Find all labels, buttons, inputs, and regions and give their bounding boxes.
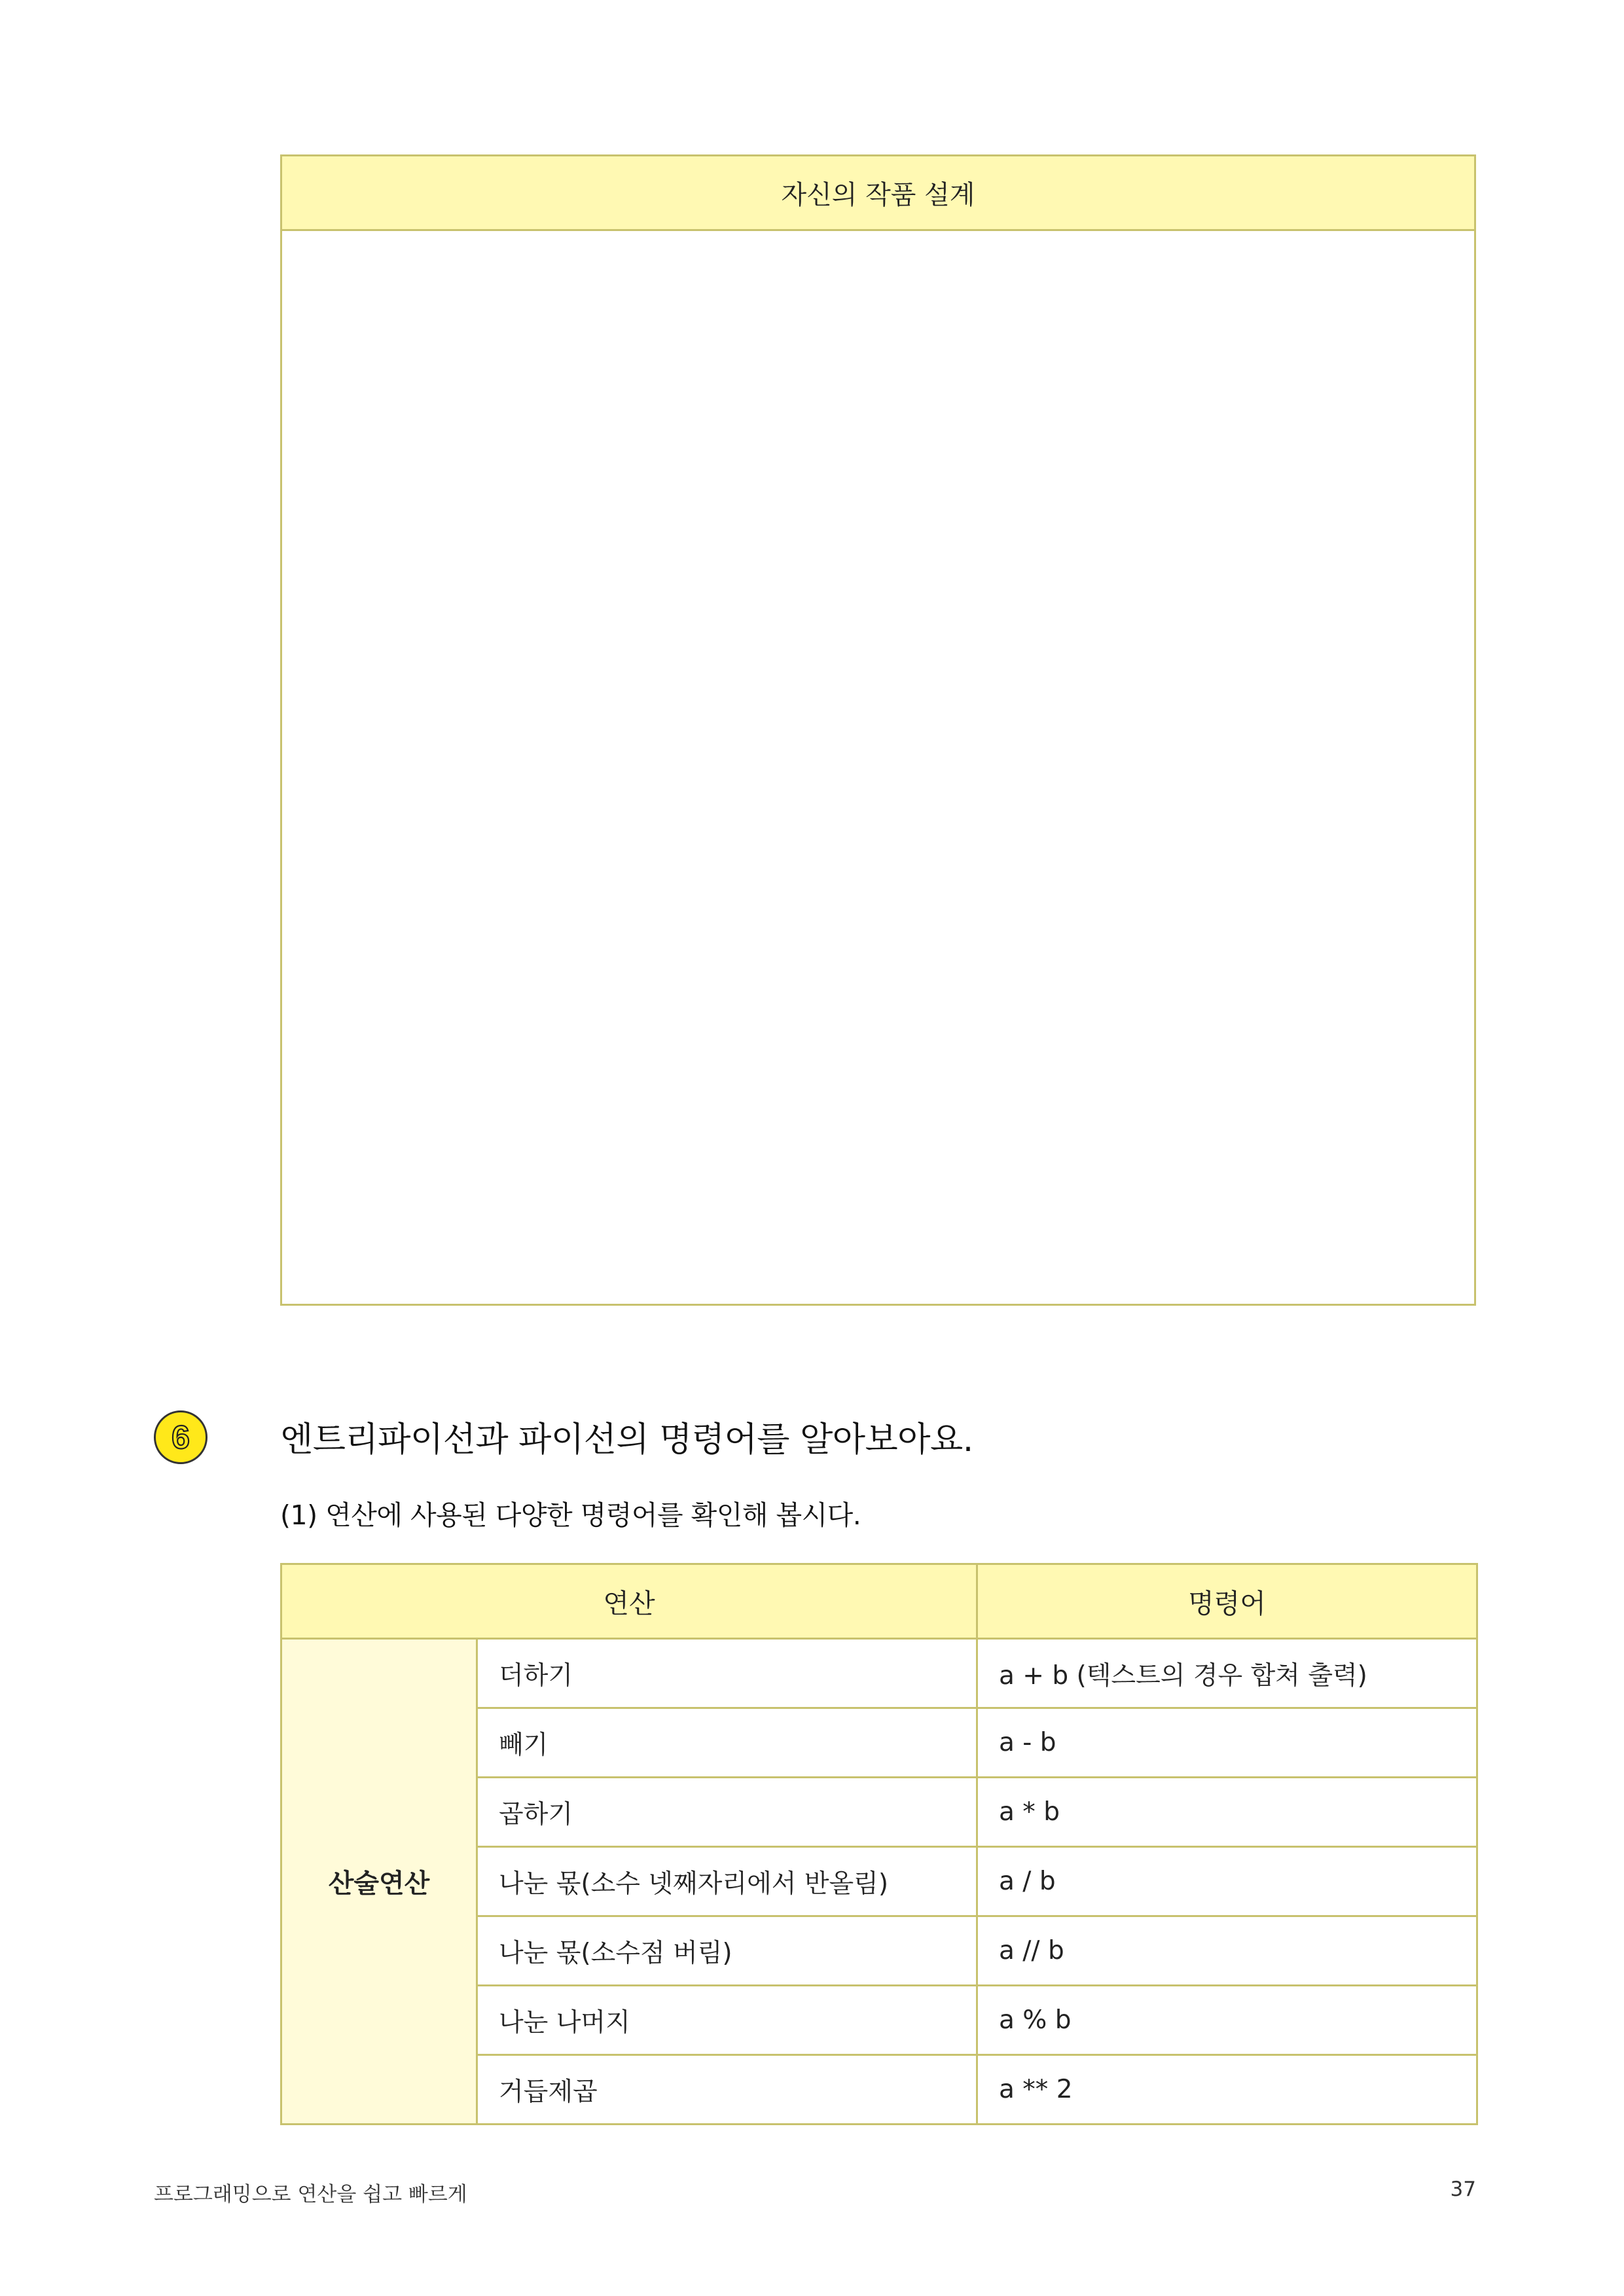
header-operation: 연산 [281,1564,977,1639]
operation-cell: 곱하기 [477,1778,977,1847]
footer-title: 프로그래밍으로 연산을 쉽고 빠르게 [154,2183,467,2206]
section-title: 엔트리파이선과 파이선의 명령어를 알아보아요. [280,1420,973,1460]
operation-cell: 나눈 몫(소수 넷째자리에서 반올림) [477,1847,977,1916]
table-row [281,1639,1477,1708]
operation-cell: 거듭제곱 [477,2055,977,2125]
page-number: 37 [1450,2178,1476,2201]
command-table [280,1563,1478,2125]
operation-cell: 나눈 나머지 [477,1986,977,2055]
section-subtitle: (1) 연산에 사용된 다양한 명령어를 확인해 봅시다. [280,1499,861,1531]
operation-cell: 나눈 몫(소수점 버림) [477,1916,977,1986]
group-label-cell: 산술연산 [281,1639,477,2125]
command-cell: a - b [977,1708,1477,1778]
design-box-header: 자신의 작품 설계 [282,156,1474,231]
command-cell: a * b [977,1778,1477,1847]
command-cell: a + b (텍스트의 경우 합쳐 출력) [977,1639,1477,1708]
command-cell: a ** 2 [977,2055,1477,2125]
command-cell: a // b [977,1916,1477,1986]
design-box [280,154,1476,1306]
command-cell: a % b [977,1986,1477,2055]
table-header-row [281,1564,1477,1639]
command-cell: a / b [977,1847,1477,1916]
operation-cell: 더하기 [477,1639,977,1708]
header-command: 명령어 [977,1564,1477,1639]
operation-cell: 빼기 [477,1708,977,1778]
section-number-badge: 6 [154,1410,208,1464]
